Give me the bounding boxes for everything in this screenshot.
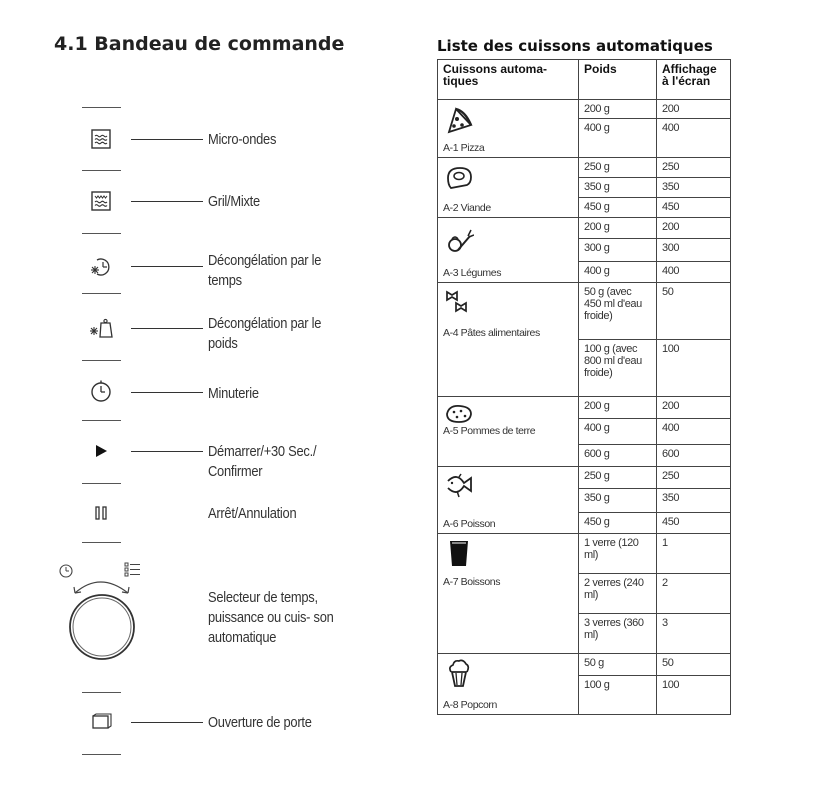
- auto-cook-table: [437, 59, 731, 715]
- program-name: A-8 Popcorn: [443, 699, 497, 711]
- weight-cell: 400 g: [579, 119, 657, 158]
- program-name: A-5 Pommes de terre: [443, 425, 536, 437]
- pause-icon[interactable]: [86, 498, 116, 528]
- program-cell: [438, 397, 579, 467]
- control-label: Micro-ondes: [208, 131, 277, 148]
- divider: [82, 233, 121, 234]
- program-name: A-6 Poisson: [443, 518, 496, 530]
- popcorn-icon: [444, 658, 474, 688]
- col-header-weight: Poids: [579, 60, 657, 100]
- control-label: Minuterie: [208, 385, 259, 402]
- display-cell: 100: [657, 676, 731, 715]
- weight-cell: 200 g: [579, 218, 657, 239]
- control-label: Ouverture de porte: [208, 714, 312, 731]
- leader-line: [131, 392, 203, 393]
- display-cell: 200: [657, 100, 731, 119]
- program-name: A-1 Pizza: [443, 142, 485, 154]
- program-cell: [438, 158, 579, 218]
- program-name: A-7 Boissons: [443, 576, 501, 588]
- section-title: 4.1 Bandeau de commande: [54, 33, 345, 55]
- leader-line: [131, 139, 203, 140]
- display-cell: 250: [657, 158, 731, 178]
- weight-cell: 2 verres (240 ml): [579, 574, 657, 614]
- control-label: Selecteur de temps, puissance ou cuis- son automatique: [208, 589, 334, 646]
- dial-icon[interactable]: [50, 555, 160, 675]
- control-label: Décongélation par le poids: [208, 315, 322, 352]
- weight-cell: 350 g: [579, 489, 657, 513]
- program-name: A-4 Pâtes alimentaires: [443, 327, 540, 339]
- display-cell: 50: [657, 283, 731, 340]
- divider: [82, 692, 121, 693]
- control-label: Démarrer/+30 Sec./ Confirmer: [208, 443, 317, 480]
- door-icon[interactable]: [86, 707, 116, 737]
- table-row: [438, 467, 731, 489]
- glass-icon: [444, 538, 474, 568]
- control-label: Gril/Mixte: [208, 193, 260, 210]
- vegetables-icon: [444, 226, 474, 256]
- program-cell: [438, 654, 579, 715]
- divider: [82, 420, 121, 421]
- control-label: Arrêt/Annulation: [208, 505, 297, 522]
- weight-cell: 50 g (avec 450 ml d'eau froide): [579, 283, 657, 340]
- defrost-weight-icon[interactable]: [86, 314, 116, 344]
- table-row: [438, 100, 731, 119]
- fish-icon: [444, 471, 474, 501]
- program-cell: [438, 534, 579, 654]
- weight-cell: 250 g: [579, 158, 657, 178]
- table-row: [438, 158, 731, 178]
- defrost-time-icon[interactable]: [86, 252, 116, 282]
- weight-cell: 1 verre (120 ml): [579, 534, 657, 574]
- program-cell: [438, 467, 579, 534]
- display-cell: 350: [657, 489, 731, 513]
- col-header-display: Affichage à l'écran: [657, 60, 731, 100]
- leader-line: [131, 201, 203, 202]
- divider: [82, 754, 121, 755]
- display-cell: 400: [657, 262, 731, 283]
- divider: [82, 360, 121, 361]
- display-cell: 200: [657, 397, 731, 419]
- grill-icon[interactable]: [86, 186, 116, 216]
- weight-cell: 50 g: [579, 654, 657, 676]
- control-label: Décongélation par le temps: [208, 252, 322, 289]
- weight-cell: 600 g: [579, 445, 657, 467]
- table-row: [438, 397, 731, 419]
- display-cell: 350: [657, 178, 731, 198]
- display-cell: 300: [657, 239, 731, 262]
- weight-cell: 200 g: [579, 397, 657, 419]
- table-row: [438, 654, 731, 676]
- microwave-icon[interactable]: [86, 124, 116, 154]
- weight-cell: 200 g: [579, 100, 657, 119]
- weight-cell: 450 g: [579, 513, 657, 534]
- display-cell: 400: [657, 119, 731, 158]
- leader-line: [131, 266, 203, 267]
- table-header-row: [438, 60, 731, 100]
- table-title: Liste des cuissons automatiques: [437, 37, 713, 55]
- weight-cell: 350 g: [579, 178, 657, 198]
- display-cell: 50: [657, 654, 731, 676]
- display-cell: 600: [657, 445, 731, 467]
- program-cell: [438, 100, 579, 158]
- weight-cell: 3 verres (360 ml): [579, 614, 657, 654]
- col-header-program: Cuissons automa- tiques: [438, 60, 579, 100]
- display-cell: 1: [657, 534, 731, 574]
- display-cell: 100: [657, 340, 731, 397]
- divider: [82, 170, 121, 171]
- play-icon[interactable]: [86, 436, 116, 466]
- leader-line: [131, 451, 203, 452]
- pizza-icon: [444, 106, 474, 136]
- program-cell: [438, 218, 579, 283]
- display-cell: 2: [657, 574, 731, 614]
- program-cell: [438, 283, 579, 397]
- weight-cell: 100 g: [579, 676, 657, 715]
- timer-icon[interactable]: [86, 376, 116, 406]
- weight-cell: 400 g: [579, 419, 657, 445]
- display-cell: 3: [657, 614, 731, 654]
- steak-icon: [444, 164, 474, 194]
- display-cell: 450: [657, 513, 731, 534]
- table-row: [438, 283, 731, 340]
- weight-cell: 100 g (avec 800 ml d'eau froide): [579, 340, 657, 397]
- display-cell: 250: [657, 467, 731, 489]
- divider: [82, 542, 121, 543]
- weight-cell: 450 g: [579, 198, 657, 218]
- table-row: [438, 218, 731, 239]
- divider: [82, 293, 121, 294]
- weight-cell: 300 g: [579, 239, 657, 262]
- leader-line: [131, 328, 203, 329]
- display-cell: 450: [657, 198, 731, 218]
- weight-cell: 250 g: [579, 467, 657, 489]
- program-name: A-2 Viande: [443, 202, 491, 214]
- display-cell: 400: [657, 419, 731, 445]
- pasta-icon: [444, 288, 474, 318]
- table-row: [438, 534, 731, 574]
- program-name: A-3 Légumes: [443, 267, 502, 279]
- divider: [82, 483, 121, 484]
- leader-line: [131, 722, 203, 723]
- weight-cell: 400 g: [579, 262, 657, 283]
- display-cell: 200: [657, 218, 731, 239]
- divider: [82, 107, 121, 108]
